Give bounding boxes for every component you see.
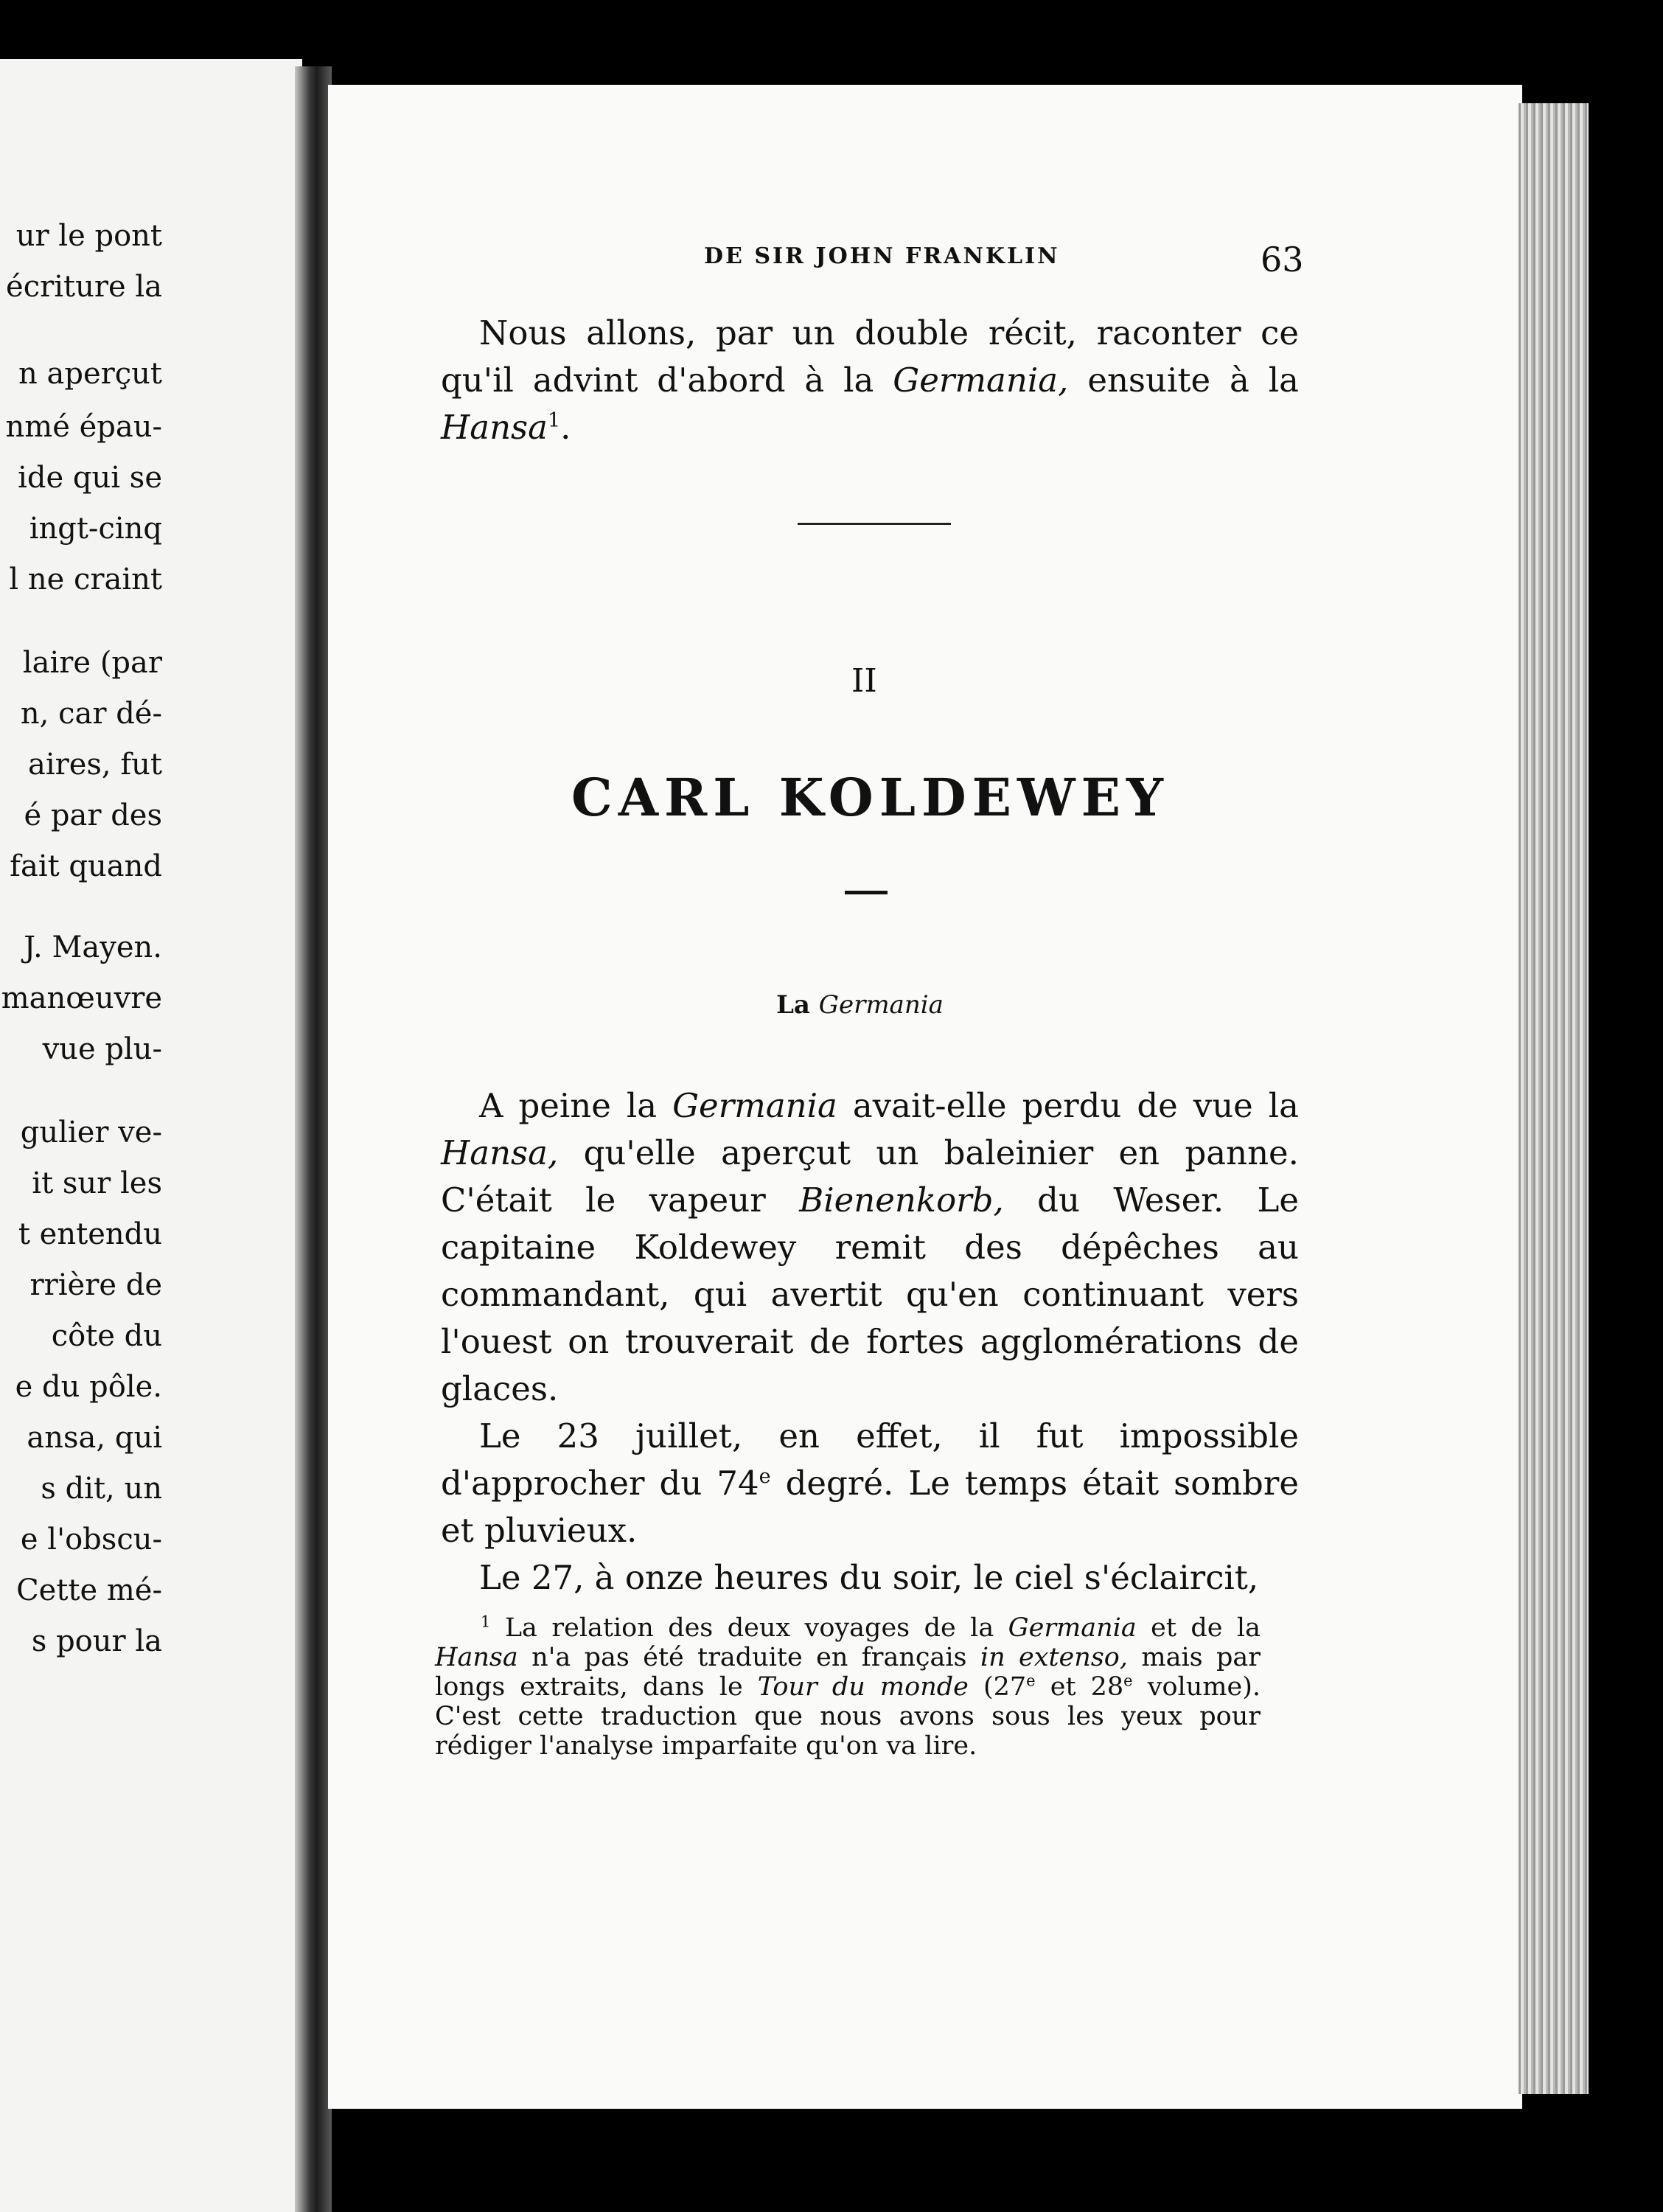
footnote-ref: 1: [547, 409, 561, 432]
previous-page-line: it sur les: [32, 1166, 162, 1200]
section-divider: [798, 523, 951, 525]
previous-page-line: e du pôle.: [15, 1370, 162, 1404]
chapter-title: CARL KOLDEWEY: [571, 767, 1169, 828]
paragraph: A peine la Germania avait-elle perdu de vue la Hansa, qu'elle aperçut un baleinier en panne. C'était le vapeur Bienenkorb, du Weser. Le capitaine Koldewey remit des dépêches au commandant, qui avertit qu'en continuant vers l'ouest on trouverait de fortes agglomérations de glaces.: [441, 1086, 1300, 1408]
intro-paragraph: Nous allons, par un double récit, raconter ce qu'il advint d'abord à la Germania, ensuite à la Hansa$^1$.: [441, 313, 1299, 447]
ship-name: Germania,: [893, 361, 1069, 400]
previous-page-line: ide qui se: [18, 461, 162, 495]
footnote: $^1$ La relation des deux voyages de la Germania et de la Hansa n'a pas été traduite en français in extenso, mais par longs extraits, dans le Tour du monde (27e et 28e volume). C'est cette traduction que nous avons sous les yeux pour rédiger l'analyse imparfaite qu'on va lire.: [435, 1613, 1261, 1761]
paragraph: Le 27, à onze heures du soir, le ciel s'éclaircit,: [479, 1558, 1259, 1597]
book-gutter: [295, 66, 332, 2212]
previous-page-line: écriture la: [6, 270, 162, 304]
previous-page-line: gulier ve-: [20, 1116, 162, 1150]
previous-page-line: s dit, un: [41, 1472, 162, 1506]
previous-page-line: fait quand: [10, 849, 162, 883]
body-text: [441, 1082, 1299, 1601]
previous-page: [0, 59, 302, 2212]
previous-page-line: e l'obscu-: [20, 1523, 162, 1557]
previous-page-line: n, car dé-: [20, 697, 162, 731]
previous-page-line: rrière de: [29, 1268, 162, 1302]
previous-page-line: J. Mayen.: [24, 931, 162, 964]
paragraph: Le 23 juillet, en effet, il fut impossible d'approcher du 74e degré. Le temps était sombre et pluvieux.: [441, 1416, 1299, 1550]
previous-page-line: Cette mé-: [16, 1573, 162, 1607]
previous-page-line: t entendu: [18, 1217, 162, 1251]
previous-page-line: nmé épau-: [5, 410, 162, 444]
previous-page-line: laire (par: [22, 646, 162, 680]
previous-page-line: n aperçut: [18, 357, 162, 391]
previous-page-line: é par des: [24, 799, 162, 832]
page-edges: [1519, 103, 1589, 2094]
previous-page-line: ur le pont: [15, 219, 162, 253]
previous-page-line: l ne craint: [9, 563, 162, 597]
previous-page-line: s pour la: [31, 1624, 162, 1658]
previous-page-line: aires, fut: [27, 748, 162, 782]
previous-page-line: vue plu-: [42, 1032, 162, 1066]
previous-page-line: ansa, qui: [27, 1421, 162, 1455]
ship-name: Hansa: [441, 408, 548, 447]
previous-page-line: ingt-cinq: [29, 512, 162, 546]
title-dash: [845, 891, 888, 894]
previous-page-line: côte du: [51, 1319, 162, 1353]
section-title: La Germania: [776, 990, 944, 1020]
previous-page-line: manœuvre: [1, 981, 162, 1015]
page-number: 63: [1261, 240, 1304, 279]
running-head: DE SIR JOHN FRANKLIN: [704, 243, 1060, 269]
chapter-numeral: II: [851, 662, 877, 700]
